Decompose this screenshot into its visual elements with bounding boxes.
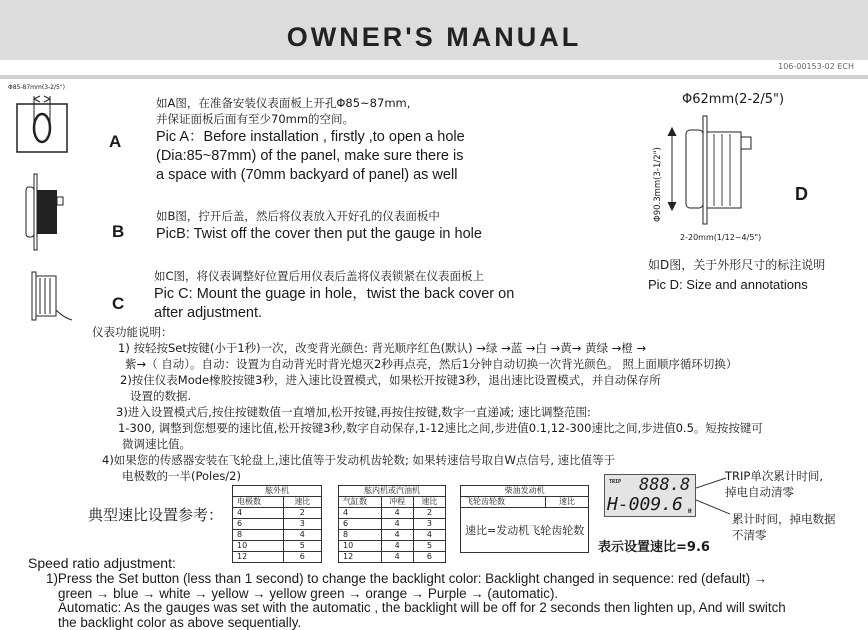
pic-a-label: A [109,132,122,151]
pic-a-en-line: (Dia:85~87mm) of the panel, make sure there is [156,148,464,164]
table-row [339,541,446,552]
table-cell: 6 [283,552,321,563]
pic-d-dim-side: Φ90.3mm(3-1/2") [653,147,663,222]
doc-code: 106-00153-02 ECH [778,62,854,71]
lcd-caption: 表示设置速比=9.6 [598,540,710,555]
pic-c-cn: 如C图，将仪表调整好位置后用仪表后盖将仪表锁紧在仪表面板上 [154,269,485,283]
inboard-table: 舷内机或汽油机 气缸数 冲程 速比 4 4 2 6 4 3 8 4 4 10 4 5 12 4 6 [338,485,446,563]
table-row [339,508,446,519]
lcd-unit: H [688,508,692,515]
lcd-note-bottom-line: 累计时间，掉电数据 [732,512,836,526]
pic-a-en [156,128,465,185]
panel-hole-drawing [14,94,70,156]
speed-ratio-line: the backlight color as above sequentially. [58,614,302,630]
table-cell: 8 [339,530,382,541]
function-line: 紫→（ 自动）。自动：设置为自动背光时背光熄灭2秒再点亮，然后1分钟自动切换一次背光颜色。 照上面顺序循环切换） [125,357,738,371]
table-cell: 6 [233,519,284,530]
pic-c-en-line: Pic C: Mount the guage in hole，twist the back cover on [154,286,515,302]
gauge-mounted-drawing [24,270,74,322]
page-title: OWNER'S MANUAL [286,22,582,52]
pic-a-dimension: Φ85-87mm(3-2/5") [8,84,65,91]
pic-d-dim-top: Φ62mm(2-2/5") [682,92,785,107]
function-line: 设置的数据. [130,389,192,403]
gauge-dimension-drawing [656,112,756,227]
function-line: 1) 按轻按Set按键(小于1秒)一次，改变背光颜色: 背光顺序红色(默认) →绿 →蓝 →白 →黄→ 黄绿 →橙 → [118,341,647,355]
table-cell: 12 [233,552,284,563]
table-cell: 4 [283,530,321,541]
table-cell: 4 [381,519,413,530]
table-cell: 10 [339,541,382,552]
function-line: 1-300, 调整到您想要的速比值,松开按键3秒,数字自动保存,1-12速比之间,步进值0.1,12-300速比之间,步进值0.5。短按按键可 [118,421,763,435]
pic-a-en-line: Pic A：Before installation , firstly ,to open a hole [156,129,465,145]
lcd-note-bottom-line: 不清零 [732,528,767,542]
lcd-trip-label: TRIP [609,479,622,485]
speed-ratio-line: 1)Press the Set button (less than 1 second) to change the backlight color: Backlight changed in sequence: red (default) → [46,571,768,586]
diesel-table: 柴油发动机 飞轮齿轮数 速比 速比=发动机飞轮齿轮数 [460,485,589,553]
outboard-table: 舷外机 电极数 速比 4 2 6 3 8 4 10 5 12 6 [232,485,322,563]
table-row [233,541,322,552]
lcd-note-top-line: 掉电自动清零 [725,485,794,499]
speed-ratio-heading: Speed ratio adjustment: [28,555,176,571]
function-line: 2)按住仪表Mode橡胶按键3秒，进入速比设置模式，如果松开按键3秒，退出速比设置模式，并自动保存所 [120,373,661,387]
table-cell: 2 [283,508,321,519]
table-row [233,530,322,541]
gauge-side-drawing [22,172,72,252]
functions-heading: 仪表功能说明： [92,325,173,339]
pic-b-cn: 如B图，拧开后盖，然后将仪表放入开好孔的仪表面板中 [156,209,440,223]
pic-c-en [154,285,514,323]
table-cell: 4 [381,541,413,552]
table-row [339,530,446,541]
lcd-display [604,474,696,517]
table-cell: 5 [413,541,445,552]
table-cell: 3 [413,519,445,530]
function-line: 4)如果您的传感器安装在飞轮盘上,速比值等于发动机齿轮数; 如果转速信号取自W点信号, 速比值等于 [102,453,616,467]
lcd-note-top-line: TRIP单次累计时间, [725,469,823,483]
lcd-top-value: 888.8 [639,475,691,495]
pic-c-label: C [112,294,125,313]
table-cell: 2 [413,508,445,519]
pic-a-cn-line: 如A图，在准备安装仪表面板上开孔Φ85~87mm, [156,96,411,110]
table-cell: 8 [233,530,284,541]
speed-ratio-line: green → blue → white → yellow → yellow green → orange → Purple → (automatic). [58,585,559,601]
table-cell: 4 [381,508,413,519]
pic-d-cn: 如D图，关于外形尺寸的标注说明 [648,258,826,272]
pic-d-label: D [795,184,808,204]
lcd-bottom-value: H-009.6 [607,494,683,515]
pic-a-en-line: a space with (70mm backyard of panel) as well [156,167,458,183]
table-cell: 12 [339,552,382,563]
table-cell: 10 [233,541,284,552]
table-cell: 4 [233,508,284,519]
function-line: 3)进入设置模式后,按住按键数值一直增加,松开按键,再按住按键,数字一直递减; 速比调整范围: [116,405,591,419]
table-cell: 5 [283,541,321,552]
speed-ratio-text [46,572,786,630]
table-cell: 4 [381,552,413,563]
table-cell: 4 [413,530,445,541]
pic-d-dim-bottom: 2-20mm(1/12~4/5") [680,233,762,242]
table-row [233,508,322,519]
ratio-reference-label: 典型速比设置参考： [88,506,224,524]
pic-a-cn [156,95,410,127]
lcd-note-bottom [732,511,836,543]
pic-b-label: B [112,222,125,241]
table-row [233,552,322,563]
table-cell: 4 [381,530,413,541]
pic-c-en-line: after adjustment. [154,305,262,321]
function-line: 微调速比值。 [122,437,191,451]
function-line: 电极数的一半(Poles/2) [122,469,241,483]
pic-d-en: Pic D: Size and annotations [648,277,808,292]
speed-ratio-line: Automatic: As the gauges was set with the automatic , the backlight will be off for 2 seconds then lighten up, And will switch [58,600,786,615]
table-row [339,519,446,530]
lcd-note-top [725,468,823,500]
pic-b-en: PicB: Twist off the cover then put the gauge in hole [156,226,482,242]
table-cell: 4 [339,508,382,519]
table-cell: 3 [283,519,321,530]
header-divider [0,75,868,79]
table-row [233,519,322,530]
table-cell: 6 [413,552,445,563]
table-cell: 6 [339,519,382,530]
table-row [339,552,446,563]
pic-a-cn-line: 并保证面板后面有至少70mm的空间。 [156,112,355,126]
